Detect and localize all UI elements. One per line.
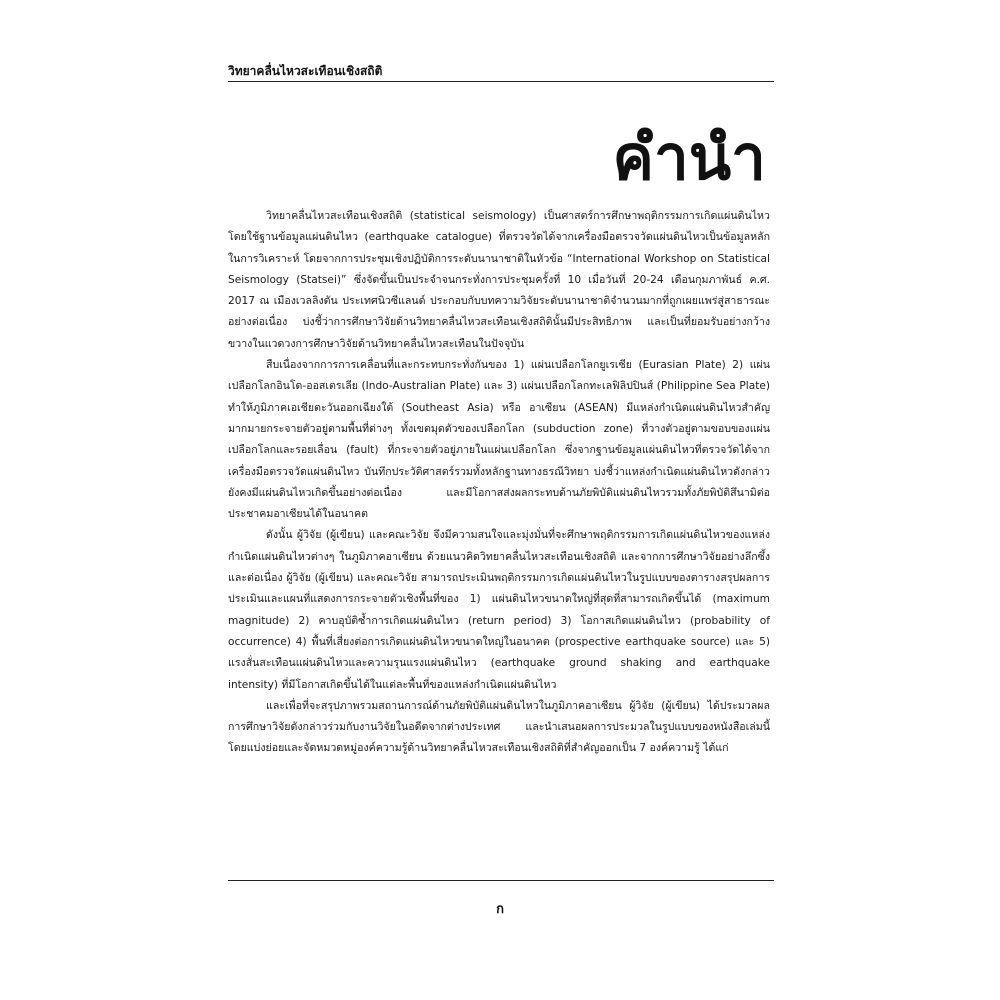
running-header: วิทยาคลื่นไหวสะเทือนเชิงสถิติ — [228, 64, 383, 78]
paragraph-2: สืบเนื่องจากการการเคลื่อนที่และกระทบกระทั่งกันของ 1) แผ่นเปลือกโลกยูเรเซีย (Eurasian Plate) 2) แผ่นเปลือกโลกอินโด-ออสเตรเลีย (Indo-Australian Plate) และ 3) แผ่นเปลือกโลกทะเลฟิลิปปินส์ (Philippine Sea Plate) ทำให้ภูมิภาคเอเชียตะวันออกเฉียงใต้ (Southeast Asia) หรือ อาเซียน (ASEAN) มีแหล่งกำเนิดแผ่นดินไหวสำคัญมากมายกระจายตัวอยู่ตามพื้นที่ต่างๆ ทั้งเขตมุดตัวของเปลือกโลก (subduction zone) ที่วางตัวอยู่ตามขอบของแผ่นเปลือกโลกและรอยเลื่อน (fault) ที่กระจายตัวอยู่ภายในแผ่นเปลือกโลก ซึ่งจากฐานข้อมูลแผ่นดินไหวที่ตรวจวัดได้จากเครื่องมือตรวจวัดแผ่นดินไหว บันทึกประวัติศาสตร์รวมทั้งหลักฐานทางธรณีวิทยา บ่งชี้ว่าแหล่งกำเนิดแผ่นดินไหวดังกล่าวยังคงมีแผ่นดินไหวเกิดขึ้นอย่างต่อเนื่อง และมีโอกาสส่งผลกระทบด้านภัยพิบัติแผ่นดินไหวรวมทั้งภัยพิบัติสึนามิต่อประชาคมอาเซียนได้ในอนาคต — [228, 359, 770, 521]
paragraph-3: ดังนั้น ผู้วิจัย (ผู้เขียน) และคณะวิจัย จึงมีความสนใจและมุ่งมั่นที่จะศึกษาพฤติกรรมการเกิดแผ่นดินไหวของแหล่งกำเนิดแผ่นดินไหวต่างๆ ในภูมิภาคอาเซียน ด้วยแนวคิดวิทยาคลื่นไหวสะเทือนเชิงสถิติ และจากการศึกษาวิจัยอย่างลึกซึ้งและต่อเนื่อง ผู้วิจัย (ผู้เขียน) และคณะวิจัย สามารถประเมินพฤติกรรมการเกิดแผ่นดินไหวในรูปแบบของตารางสรุปผลการประเมินและแผนที่แสดงการกระจายตัวเชิงพื้นที่ของ 1) แผ่นดินไหวขนาดใหญ่ที่สุดที่สามารถเกิดขึ้นได้ (maximum magnitude) 2) คาบอุบัติซ้ำการเกิดแผ่นดินไหว (return period) 3) โอกาสเกิดแผ่นดินไหว (probability of occurrence) 4) พื้นที่เสี่ยงต่อการเกิดแผ่นดินไหวขนาดใหญ่ในอนาคต (prospective earthquake source) และ 5) แรงสั่นสะเทือนแผ่นดินไหวและความรุนแรงแผ่นดินไหว (earthquake ground shaking and earthquake intensity) ที่มีโอกาสเกิดขึ้นได้ในแต่ละพื้นที่ของแหล่งกำเนิดแผ่นดินไหว — [228, 529, 770, 691]
page-number: ก — [496, 902, 504, 917]
header-divider — [228, 81, 774, 82]
page-title: คำนำ — [612, 121, 766, 194]
footer-divider — [228, 880, 774, 881]
paragraph-4: และเพื่อที่จะสรุปภาพรวมสถานการณ์ด้านภัยพิบัติแผ่นดินไหวในภูมิภาคอาเซียน ผู้วิจัย (ผู้เขียน) ได้ประมวลผลการศึกษาวิจัยดังกล่าวร่วมกับงานวิจัยในอดีตจากต่างประเทศ และนำเสนอผลการประมวลในรูปแบบของหนังสือเล่มนี้ โดยแบ่งย่อยและจัดหมวดหมู่องค์ความรู้ด้านวิทยาคลื่นไหวสะเทือนเชิงสถิติที่สำคัญออกเป็น 7 องค์ความรู้ ได้แก่ — [228, 699, 770, 755]
paragraph-1: วิทยาคลื่นไหวสะเทือนเชิงสถิติ (statistical seismology) เป็นศาสตร์การศึกษาพฤติกรรมการเกิดแผ่นดินไหวโดยใช้ฐานข้อมูลแผ่นดินไหว (earthquake catalogue) ที่ตรวจวัดได้จากเครื่องมือตรวจวัดแผ่นดินไหวเป็นข้อมูลหลักในการวิเคราะห์ โดยจากการประชุมเชิงปฏิบัติการระดับนานาชาติในหัวข้อ “International Workshop on Statistical Seismology (Statsei)” ซึ่งจัดขึ้นเป็นประจำจนกระทั่งการประชุมครั้งที่ 10 เมื่อวันที่ 20-24 เดือนกุมภาพันธ์ ค.ศ. 2017 ณ เมืองเวลลิงตัน ประเทศนิวซีแลนด์ ประกอบกับบทความวิจัยระดับนานาชาติจำนวนมากที่ถูกเผยแพร่สู่สาธารณะอย่างต่อเนื่อง บ่งชี้ว่าการศึกษาวิจัยด้านวิทยาคลื่นไหวสะเทือนเชิงสถิตินั้นมีประสิทธิภาพ และเป็นที่ยอมรับอย่างกว้างขวางในแวดวงการศึกษาวิจัยด้านวิทยาคลื่นไหวสะเทือนในปัจจุบัน — [228, 210, 770, 350]
body-text — [228, 206, 770, 760]
